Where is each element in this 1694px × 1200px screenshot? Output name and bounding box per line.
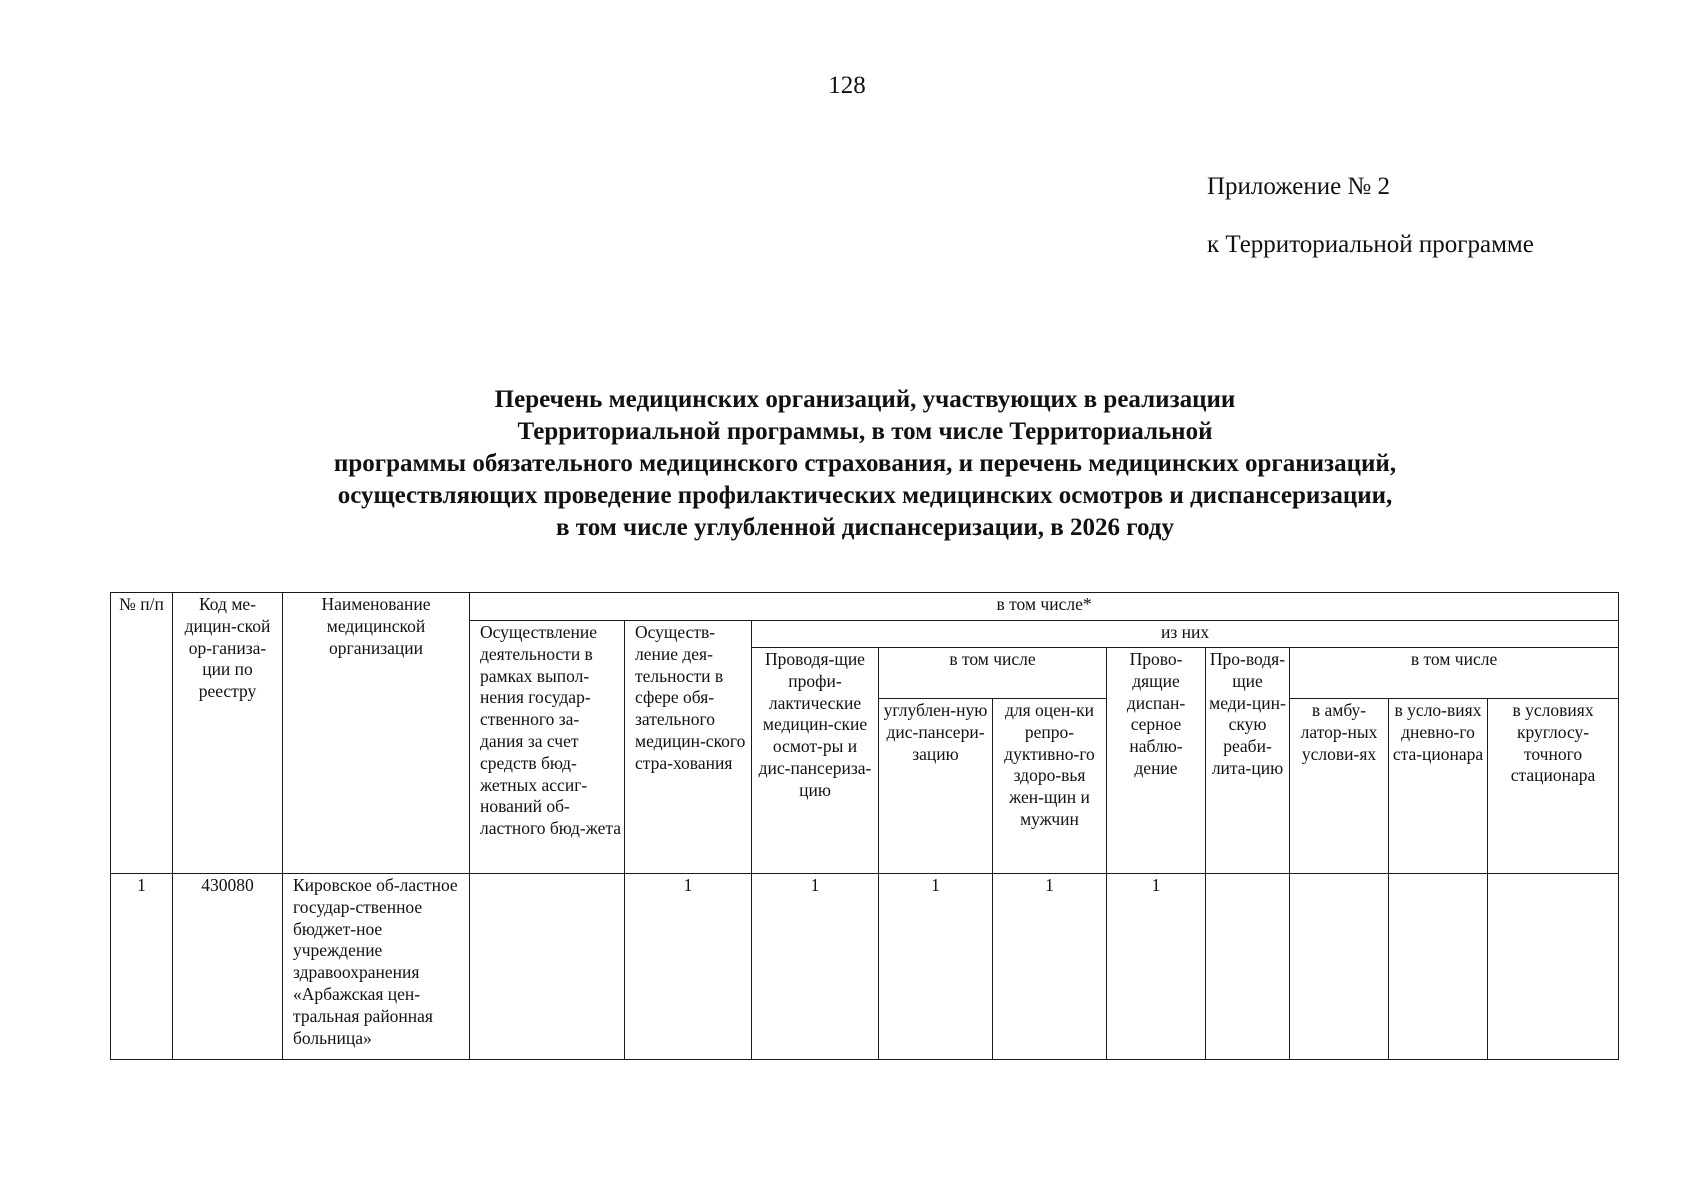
cell-reproductive: 1 xyxy=(993,874,1107,1060)
header-name: Наименование медицинской организации xyxy=(283,593,470,874)
title-line: программы обязательного медицинского страхования, и перечень медицинских организаций, xyxy=(333,450,1397,477)
cell-deep-disp: 1 xyxy=(879,874,993,1060)
cell-num: 1 xyxy=(111,874,173,1060)
header-oms: Осуществ-ление дея-тельности в сфере обя-зательного медицин-ского стра-хования xyxy=(625,621,752,874)
header-prof-exams: Проводя-щие профи-лактические медицин-ские осмот-ры и дис-пансериза-цию xyxy=(752,648,879,874)
title-line: Территориальной программы, в том числе Территориальной xyxy=(517,418,1213,445)
cell-name: Кировское об-ластное государ-ственное бюджет-ное учреждение здравоохранения «Арбажская цен-тральная районная больница» xyxy=(283,874,470,1060)
header-reproductive: для оцен-ки репро-дуктивно-го здоро-вья жен-щин и мужчин xyxy=(993,699,1107,874)
header-of-them: из них xyxy=(752,621,1619,648)
header-code: Код ме-дицин-ской ор-ганиза-ции по реестру xyxy=(173,593,283,874)
appendix-line-1: Приложение № 2 xyxy=(1207,173,1391,200)
header-including-rehab: в том числе xyxy=(1290,648,1619,699)
document-title xyxy=(160,384,1570,544)
appendix-note xyxy=(1207,158,1534,274)
cell-oms: 1 xyxy=(625,874,752,1060)
cell-code: 430080 xyxy=(173,874,283,1060)
organizations-table xyxy=(110,592,1619,1060)
cell-prof-exams: 1 xyxy=(752,874,879,1060)
cell-disp-observation: 1 xyxy=(1107,874,1206,1060)
cell-rehabilitation xyxy=(1206,874,1290,1060)
cell-day-hospital xyxy=(1389,874,1488,1060)
table-row xyxy=(111,874,1619,1060)
title-line: в том числе углубленной диспансеризации, в 2026 году xyxy=(556,514,1174,541)
title-line: осуществляющих проведение профилактических медицинских осмотров и диспансеризации, xyxy=(337,482,1393,509)
page-number: 128 xyxy=(828,72,866,99)
header-rehabilitation: Про-водя-щие меди-цин-скую реаби-лита-цию xyxy=(1206,648,1290,874)
header-deep-disp: углублен-ную дис-пансери-зацию xyxy=(879,699,993,874)
header-day-hospital: в усло-виях дневно-го ста-ционара xyxy=(1389,699,1488,874)
cell-round-clock xyxy=(1488,874,1619,1060)
header-round-clock: в условиях круглосу-точного стационара xyxy=(1488,699,1619,874)
cell-ambulatory xyxy=(1290,874,1389,1060)
header-num: № п/п xyxy=(111,593,173,874)
header-including: в том числе* xyxy=(470,593,1619,621)
header-state-task: Осуществление деятельности в рамках выпол-нения государ-ственного за-дания за счет средств бюд-жетных ассиг-нований об-ластного бюд-жета xyxy=(470,621,625,874)
header-ambulatory: в амбу-латор-ных услови-ях xyxy=(1290,699,1389,874)
header-disp-observation: Прово-дящие диспан-серное наблю-дение xyxy=(1107,648,1206,874)
header-including-exams: в том числе xyxy=(879,648,1107,699)
appendix-line-2: к Территориальной программе xyxy=(1207,231,1534,258)
cell-state-task xyxy=(470,874,625,1060)
title-line: Перечень медицинских организаций, участвующих в реализации xyxy=(494,386,1236,413)
